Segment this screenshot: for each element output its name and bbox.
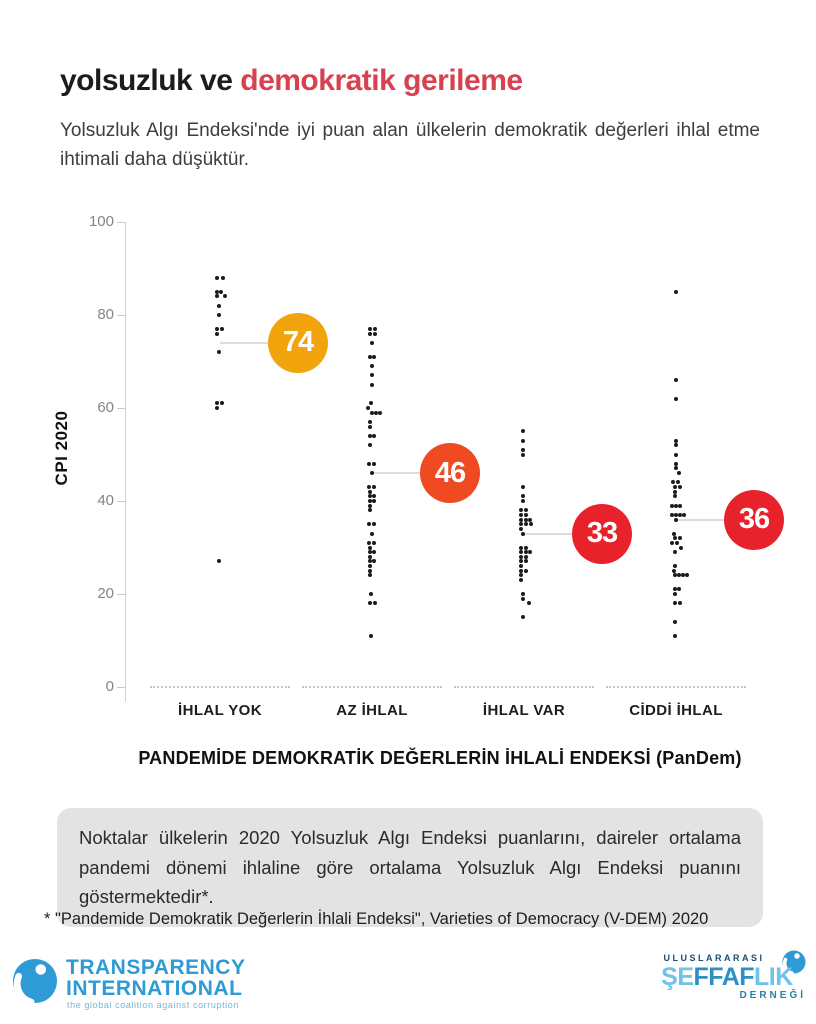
mean-connector-line (676, 519, 729, 521)
country-data-point (373, 327, 377, 331)
country-data-point (521, 532, 525, 536)
y-tick-mark (117, 501, 125, 502)
title-red-part: demokratik gerileme (240, 64, 523, 97)
mean-value-circle: 36 (724, 490, 784, 550)
country-data-point (368, 555, 372, 559)
country-data-point (370, 341, 374, 345)
country-data-point (521, 448, 525, 452)
ti-globe-icon (12, 958, 58, 1004)
country-data-point (521, 494, 525, 498)
seffaflik-top-text: ULUSLARARASI (663, 953, 765, 963)
country-data-point (673, 490, 677, 494)
country-data-point (215, 401, 219, 405)
ti-logo-line2: INTERNATIONAL (66, 977, 243, 1000)
ti-logo-tagline: the global coalition against corruption (67, 1000, 239, 1010)
zero-baseline (150, 686, 290, 688)
country-data-point (368, 327, 372, 331)
country-data-point (528, 550, 532, 554)
seffaflik-bottom-text: DERNEĞİ (739, 990, 806, 1001)
country-data-point (521, 439, 525, 443)
y-tick-label: 60 (97, 399, 114, 416)
country-data-point (673, 601, 677, 605)
country-data-point (217, 350, 221, 354)
country-data-point (673, 564, 677, 568)
category-label: CİDDİ İHLAL (629, 702, 723, 719)
country-data-point (678, 504, 682, 508)
country-data-point (519, 559, 523, 563)
country-data-point (370, 364, 374, 368)
country-data-point (527, 601, 531, 605)
country-data-point (368, 508, 372, 512)
y-axis-line (125, 222, 126, 702)
country-data-point (674, 466, 678, 470)
country-data-point (219, 290, 223, 294)
mean-connector-line (524, 533, 577, 535)
country-data-point (673, 494, 677, 498)
country-data-point (521, 615, 525, 619)
country-data-point (521, 429, 525, 433)
country-data-point (670, 541, 674, 545)
country-data-point (215, 276, 219, 280)
country-data-point (673, 634, 677, 638)
title-black-part: yolsuzluk ve (60, 64, 233, 97)
zero-baseline (606, 686, 746, 688)
country-data-point (519, 527, 523, 531)
country-data-point (366, 406, 370, 410)
y-tick-mark (117, 594, 125, 595)
country-data-point (369, 401, 373, 405)
category-label: İHLAL VAR (482, 702, 566, 719)
country-data-point (521, 485, 525, 489)
country-data-point (221, 276, 225, 280)
country-data-point (524, 513, 528, 517)
country-data-point (524, 569, 528, 573)
country-data-point (519, 522, 523, 526)
country-data-point (223, 294, 227, 298)
mean-connector-line (220, 342, 273, 344)
y-tick-label: 80 (97, 306, 114, 323)
country-data-point (368, 490, 372, 494)
country-data-point (368, 332, 372, 336)
country-data-point (217, 313, 221, 317)
country-data-point (674, 443, 678, 447)
country-data-point (372, 355, 376, 359)
country-data-point (217, 559, 221, 563)
country-data-point (519, 550, 523, 554)
y-tick-label: 40 (97, 492, 114, 509)
country-data-point (220, 327, 224, 331)
country-data-point (372, 499, 376, 503)
y-tick-label: 20 (97, 585, 114, 602)
x-axis-title: PANDEMİDE DEMOKRATİK DEĞERLERİN İHLALİ ENDEKSİ (PanDem) (138, 748, 742, 768)
ti-logo-line1: TRANSPARENCY (66, 956, 246, 979)
country-data-point (528, 518, 532, 522)
country-data-point (368, 564, 372, 568)
country-data-point (368, 443, 372, 447)
country-data-point (215, 294, 219, 298)
country-data-point (521, 597, 525, 601)
country-data-point (367, 541, 371, 545)
country-data-point (524, 559, 528, 563)
seffaflik-dernegi-logo (648, 950, 808, 1008)
country-data-point (524, 508, 528, 512)
country-data-point (215, 406, 219, 410)
y-tick-mark (117, 687, 125, 688)
category-label: İHLAL YOK (178, 702, 262, 719)
country-data-point (521, 592, 525, 596)
country-data-point (521, 499, 525, 503)
country-data-point (372, 462, 376, 466)
country-data-point (678, 485, 682, 489)
country-data-point (679, 546, 683, 550)
country-data-point (368, 504, 372, 508)
country-data-point (674, 397, 678, 401)
country-data-point (215, 332, 219, 336)
country-data-point (524, 555, 528, 559)
country-data-point (519, 508, 523, 512)
country-data-point (368, 425, 372, 429)
category-label: AZ İHLAL (336, 702, 408, 719)
country-data-point (217, 304, 221, 308)
country-data-point (673, 536, 677, 540)
country-data-point (671, 480, 675, 484)
country-data-point (215, 327, 219, 331)
country-data-point (674, 462, 678, 466)
zero-baseline (454, 686, 594, 688)
country-data-point (368, 601, 372, 605)
seffaflik-word-part2: FFAF (693, 963, 755, 991)
mean-connector-line (372, 472, 425, 474)
country-data-point (676, 480, 680, 484)
country-data-point (521, 453, 525, 457)
country-data-point (685, 573, 689, 577)
country-data-point (519, 569, 523, 573)
country-data-point (519, 564, 523, 568)
country-data-point (529, 522, 533, 526)
country-data-point (682, 513, 686, 517)
transparency-international-logo (12, 956, 342, 1014)
country-data-point (373, 332, 377, 336)
footnote: * "Pandemide Demokratik Değerlerin İhlali Endeksi", Varieties of Democracy (V-DEM) 2020 (44, 910, 709, 928)
country-data-point (370, 383, 374, 387)
country-data-point (370, 471, 374, 475)
country-data-point (519, 513, 523, 517)
country-data-point (368, 420, 372, 424)
seffaflik-word-part3: LIK (754, 963, 793, 991)
country-data-point (372, 522, 376, 526)
country-data-point (372, 550, 376, 554)
country-data-point (524, 546, 528, 550)
country-data-point (673, 592, 677, 596)
country-data-point (367, 462, 371, 466)
country-data-point (673, 550, 677, 554)
country-data-point (369, 634, 373, 638)
y-tick-mark (117, 408, 125, 409)
y-tick-mark (117, 222, 125, 223)
country-data-point (672, 569, 676, 573)
country-data-point (372, 434, 376, 438)
country-data-point (519, 555, 523, 559)
y-tick-label: 100 (88, 213, 114, 230)
country-data-point (519, 546, 523, 550)
country-data-point (370, 373, 374, 377)
country-data-point (674, 290, 678, 294)
country-data-point (367, 485, 371, 489)
y-tick-label: 0 (105, 678, 114, 695)
country-data-point (372, 494, 376, 498)
seffaflik-wordmark (648, 963, 806, 992)
country-data-point (678, 601, 682, 605)
country-data-point (673, 485, 677, 489)
country-data-point (368, 546, 372, 550)
country-data-point (519, 578, 523, 582)
country-data-point (672, 532, 676, 536)
country-data-point (373, 601, 377, 605)
country-data-point (519, 518, 523, 522)
country-data-point (677, 471, 681, 475)
country-data-point (368, 569, 372, 573)
seffaflik-word-part1: ŞE (661, 963, 694, 991)
country-data-point (519, 573, 523, 577)
country-data-point (378, 411, 382, 415)
page-subtitle: Yolsuzluk Algı Endeksi'nde iyi puan alan ülkelerin demokratik değerleri ihlal etme ihtimali daha düşüktür. (60, 120, 760, 171)
country-data-point (674, 453, 678, 457)
country-data-point (678, 536, 682, 540)
country-data-point (367, 522, 371, 526)
y-tick-mark (117, 315, 125, 316)
country-data-point (524, 522, 528, 526)
country-data-point (372, 559, 376, 563)
country-data-point (674, 378, 678, 382)
country-data-point (673, 620, 677, 624)
country-data-point (674, 518, 678, 522)
country-data-point (370, 532, 374, 536)
country-data-point (368, 573, 372, 577)
country-data-point (674, 439, 678, 443)
country-data-point (220, 401, 224, 405)
mean-value-circle: 46 (420, 443, 480, 503)
country-data-point (675, 541, 679, 545)
mean-value-circle: 33 (572, 504, 632, 564)
country-data-point (372, 485, 376, 489)
note-box: Noktalar ülkelerin 2020 Yolsuzluk Algı Endeksi puanlarını, daireler ortalama pandemi dönemi ihlaline göre ortalama Yolsuzluk Algı Endeksi puanını göstermektedir*. (57, 808, 763, 927)
y-axis-label: CPI 2020 (52, 410, 71, 486)
zero-baseline (302, 686, 442, 688)
mean-value-circle: 74 (268, 313, 328, 373)
country-data-point (677, 587, 681, 591)
country-data-point (369, 592, 373, 596)
country-data-point (372, 541, 376, 545)
